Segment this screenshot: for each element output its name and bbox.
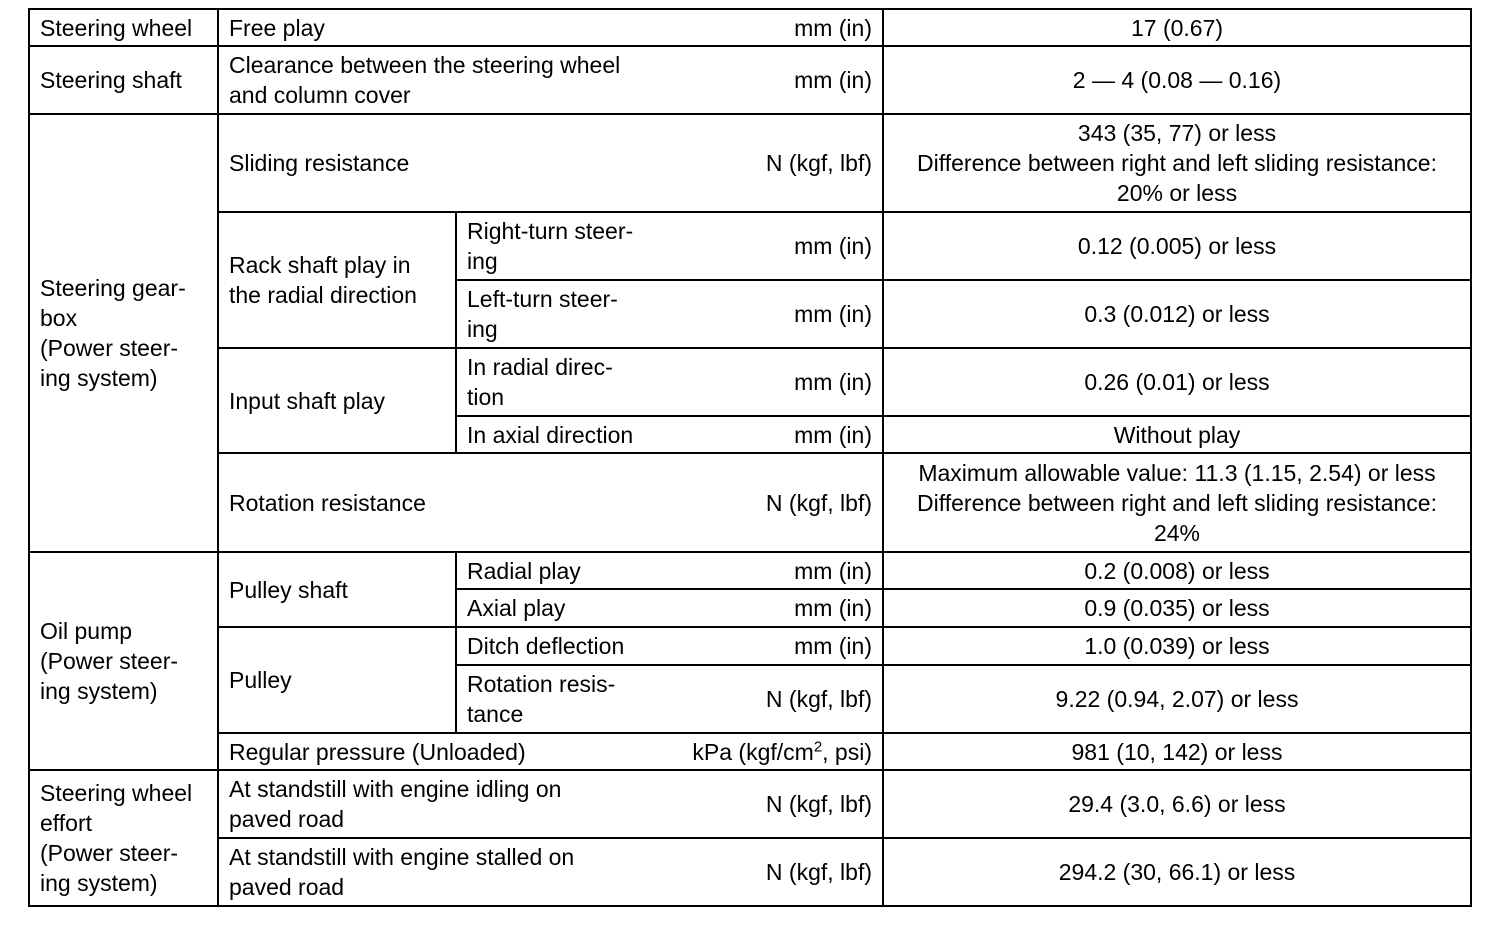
- unit-label: N (kgf, lbf): [765, 489, 872, 516]
- sub-item-label: Left-turn steer- ing: [467, 286, 618, 342]
- value-cell: 0.12 (0.005) or less: [883, 212, 1471, 280]
- table-row: [29, 733, 1471, 770]
- table-row: [29, 627, 1471, 665]
- table-row: [29, 552, 1471, 589]
- unit-label: N (kgf, lbf): [765, 859, 872, 885]
- value-cell: 0.2 (0.008) or less: [883, 552, 1471, 589]
- table-row: [29, 770, 1471, 838]
- value-cell: 343 (35, 77) or less Difference between right and left sliding resistance: 20% or less: [883, 114, 1471, 212]
- table-row: [29, 114, 1471, 212]
- item-cell: [218, 733, 883, 770]
- category-cell: Steering wheel: [29, 9, 218, 46]
- unit-label: mm (in): [794, 14, 872, 41]
- item-label: At standstill with engine stalled on paved road: [229, 844, 575, 900]
- sub-item-label: Axial play: [467, 595, 566, 621]
- item-cell: [218, 9, 883, 46]
- value-cell: 0.3 (0.012) or less: [883, 280, 1471, 348]
- value-cell: 29.4 (3.0, 6.6) or less: [883, 770, 1471, 838]
- unit-label: mm (in): [794, 67, 872, 93]
- sub-item-cell: [456, 589, 883, 627]
- item-cell: Input shaft play: [218, 348, 456, 453]
- table-row: [29, 212, 1471, 280]
- value-cell: Maximum allowable value: 11.3 (1.15, 2.54) or less Difference between right and left sliding resistance: 24%: [883, 453, 1471, 552]
- unit-label: mm (in): [794, 369, 872, 395]
- category-cell: Steering shaft: [29, 46, 218, 114]
- sub-item-cell: [456, 348, 883, 416]
- item-cell: Pulley shaft: [218, 552, 456, 627]
- sub-item-label: Right-turn steer- ing: [467, 218, 634, 274]
- value-cell: 0.9 (0.035) or less: [883, 589, 1471, 627]
- category-cell: Steering wheel effort (Power steer- ing system): [29, 770, 218, 906]
- sub-item-cell: [456, 665, 883, 733]
- value-cell: 1.0 (0.039) or less: [883, 627, 1471, 665]
- item-cell: [218, 770, 883, 838]
- unit-label: N (kgf, lbf): [765, 791, 872, 817]
- value-cell: 294.2 (30, 66.1) or less: [883, 838, 1471, 906]
- item-label: Rotation resistance: [229, 489, 426, 516]
- value-cell: Without play: [883, 416, 1471, 453]
- unit-label: N (kgf, lbf): [765, 686, 872, 712]
- sub-item-label: Rotation resis- tance: [467, 671, 616, 727]
- unit-label: mm (in): [794, 557, 872, 584]
- item-label: Sliding resistance: [229, 150, 410, 176]
- item-label: At standstill with engine idling on paved road: [229, 776, 562, 832]
- table-row: [29, 453, 1471, 552]
- sub-item-label: Radial play: [467, 557, 581, 584]
- value-cell: 0.26 (0.01) or less: [883, 348, 1471, 416]
- sub-item-cell: [456, 552, 883, 589]
- item-label: Regular pressure (Unloaded): [229, 738, 526, 765]
- sub-item-cell: [456, 627, 883, 665]
- item-label: Free play: [229, 14, 325, 41]
- item-cell: [218, 453, 883, 552]
- item-cell: [218, 46, 883, 114]
- unit-label: N (kgf, lbf): [765, 150, 872, 176]
- sub-item-label: Ditch deflection: [467, 633, 625, 659]
- item-cell: Rack shaft play in the radial direction: [218, 212, 456, 348]
- unit-label: mm (in): [794, 233, 872, 259]
- item-label: Clearance between the steering wheel and column cover: [229, 52, 621, 108]
- value-cell: 9.22 (0.94, 2.07) or less: [883, 665, 1471, 733]
- unit-label: mm (in): [794, 595, 872, 621]
- unit-label: mm (in): [794, 301, 872, 327]
- category-cell: Steering gear- box (Power steer- ing system): [29, 114, 218, 552]
- item-cell: Pulley: [218, 627, 456, 733]
- table-row: [29, 46, 1471, 114]
- table-row: [29, 9, 1471, 46]
- unit-label: kPa ($kgf/cm^2$, psi): [692, 737, 872, 765]
- category-cell: Oil pump (Power steer- ing system): [29, 552, 218, 770]
- unit-label: mm (in): [794, 633, 872, 659]
- sub-item-label: In axial direction: [467, 421, 634, 448]
- sub-item-cell: [456, 212, 883, 280]
- value-cell: 17 (0.67): [883, 9, 1471, 46]
- value-cell: 2 — 4 (0.08 — 0.16): [883, 46, 1471, 114]
- item-cell: [218, 838, 883, 906]
- sub-item-label: In radial direc- tion: [467, 354, 613, 410]
- table-row: [29, 348, 1471, 416]
- sub-item-cell: [456, 416, 883, 453]
- specification-table: [28, 8, 1472, 907]
- value-cell: 981 (10, 142) or less: [883, 733, 1471, 770]
- unit-label: mm (in): [794, 421, 872, 448]
- sub-item-cell: [456, 280, 883, 348]
- item-cell: [218, 114, 883, 212]
- table-row: [29, 838, 1471, 906]
